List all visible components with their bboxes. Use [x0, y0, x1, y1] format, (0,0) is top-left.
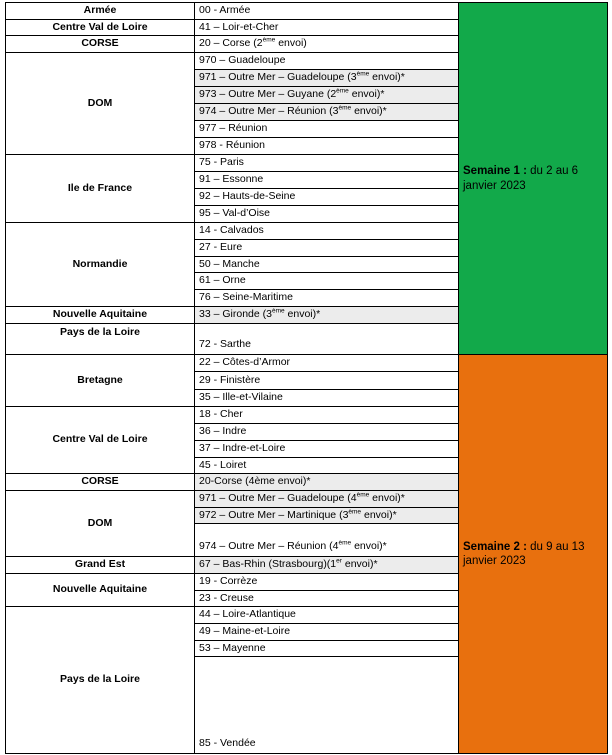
region-name: Armée	[83, 4, 117, 17]
department-row	[194, 523, 459, 557]
department-row	[194, 86, 459, 104]
department-label: 35 – Ille-et-Vilaine	[199, 391, 283, 404]
region-cell	[5, 406, 195, 474]
region-name: Normandie	[72, 257, 128, 270]
region-name: Nouvelle Aquitaine	[52, 583, 148, 596]
department-label: 92 – Hauts-de-Seine	[199, 190, 296, 203]
department-label: 91 – Essonne	[199, 173, 264, 186]
department-row	[194, 205, 459, 223]
department-label: 23 - Creuse	[199, 591, 254, 604]
region-name: CORSE	[81, 475, 119, 488]
region-cell	[5, 306, 195, 324]
department-label: 974 – Outre Mer – Réunion (3ème envoi)*	[199, 104, 387, 118]
department-label: 85 - Vendée	[199, 737, 256, 750]
department-label: 00 - Armée	[199, 4, 251, 17]
department-row	[194, 120, 459, 138]
department-row	[194, 188, 459, 206]
week-1-label: Semaine 1 : du 2 au 6 janvier 2023	[463, 165, 579, 192]
department-row	[194, 323, 459, 355]
department-row	[194, 423, 459, 441]
region-name: DOM	[87, 516, 113, 529]
department-label: 33 – Gironde (3ème envoi)*	[199, 307, 321, 321]
department-row	[194, 272, 459, 290]
department-label: 977 – Réunion	[199, 122, 268, 135]
department-row	[194, 222, 459, 240]
department-label: 972 – Outre Mer – Martinique (3ème envoi)*	[199, 508, 397, 521]
region-cell	[5, 490, 195, 557]
department-row	[194, 656, 459, 754]
department-label: 49 – Maine-et-Loire	[199, 625, 291, 638]
region-cell	[5, 52, 195, 155]
region-cell	[5, 473, 195, 491]
week-2-cell	[458, 354, 608, 754]
region-cell	[5, 222, 195, 307]
department-label: 20-Corse (4ème envoi)*	[199, 475, 311, 488]
department-row	[194, 306, 459, 324]
department-label: 45 - Loiret	[199, 458, 247, 471]
department-row	[194, 389, 459, 407]
region-cell	[5, 154, 195, 223]
department-label: 27 - Eure	[199, 241, 243, 254]
department-row	[194, 354, 459, 372]
week-1-cell	[458, 2, 608, 355]
department-row	[194, 406, 459, 424]
department-label: 29 - Finistère	[199, 373, 261, 386]
department-label: 75 - Paris	[199, 156, 244, 169]
department-row	[194, 52, 459, 70]
department-row	[194, 19, 459, 36]
region-cell	[5, 573, 195, 607]
region-name: Nouvelle Aquitaine	[52, 308, 148, 321]
department-label: 974 – Outre Mer – Réunion (4ème envoi)*	[199, 539, 387, 553]
region-cell	[5, 19, 195, 36]
department-row	[194, 590, 459, 607]
department-row	[194, 289, 459, 307]
department-row	[194, 137, 459, 155]
department-row	[194, 371, 459, 390]
department-row	[194, 103, 459, 121]
department-label: 19 - Corrèze	[199, 575, 258, 588]
department-label: 41 – Loir-et-Cher	[199, 20, 279, 33]
department-row	[194, 507, 459, 524]
department-row	[194, 2, 459, 20]
department-label: 970 – Guadeloupe	[199, 54, 286, 67]
department-label: 20 – Corse (2ème envoi)	[199, 36, 307, 50]
region-cell	[5, 556, 195, 574]
department-row	[194, 239, 459, 257]
region-cell	[5, 35, 195, 53]
region-cell	[5, 606, 195, 754]
department-row	[194, 171, 459, 189]
department-row	[194, 623, 459, 641]
region-cell	[5, 354, 195, 407]
department-label: 971 – Outre Mer – Guadeloupe (4ème envoi)*	[199, 491, 405, 505]
department-label: 72 - Sarthe	[199, 338, 251, 351]
region-name: Ile de France	[67, 181, 133, 194]
department-row	[194, 606, 459, 624]
department-label: 95 – Val-d’Oise	[199, 207, 271, 220]
department-row	[194, 154, 459, 172]
region-cell	[5, 2, 195, 20]
department-label: 22 – Côtes-d’Armor	[199, 356, 291, 369]
department-label: 67 – Bas-Rhin (Strasbourg)(1er envoi)*	[199, 557, 378, 571]
department-row	[194, 490, 459, 508]
week-2-label: Semaine 2 : du 9 au 13 janvier 2023	[463, 540, 585, 567]
department-row	[194, 440, 459, 458]
department-label: 971 – Outre Mer – Guadeloupe (3ème envoi)*	[199, 70, 405, 84]
department-label: 973 – Outre Mer – Guyane (2ème envoi)*	[199, 87, 385, 101]
department-label: 53 – Mayenne	[199, 641, 266, 654]
department-label: 36 – Indre	[199, 425, 247, 438]
department-row	[194, 69, 459, 87]
department-row	[194, 556, 459, 574]
department-label: 37 – Indre-et-Loire	[199, 442, 286, 455]
department-label: 14 - Calvados	[199, 224, 264, 237]
department-label: 61 – Orne	[199, 274, 246, 287]
department-label: 44 – Loire-Atlantique	[199, 608, 296, 621]
department-row	[194, 35, 459, 53]
region-name: DOM	[87, 96, 113, 109]
department-label: 76 – Seine-Maritime	[199, 291, 293, 304]
region-name: Pays de la Loire	[60, 326, 140, 338]
region-name: Centre Val de Loire	[52, 433, 148, 446]
region-cell	[5, 323, 195, 355]
department-row	[194, 573, 459, 591]
department-row	[194, 473, 459, 491]
department-label: 978 - Réunion	[199, 139, 265, 152]
department-label: 50 – Manche	[199, 257, 260, 270]
department-row	[194, 640, 459, 657]
department-row	[194, 457, 459, 474]
region-name: CORSE	[81, 37, 119, 50]
department-label: 18 - Cher	[199, 408, 243, 421]
region-name: Centre Val de Loire	[52, 20, 148, 33]
region-name: Bretagne	[77, 373, 123, 386]
department-row	[194, 256, 459, 273]
region-name: Grand Est	[74, 558, 126, 571]
region-name: Pays de la Loire	[60, 673, 140, 686]
